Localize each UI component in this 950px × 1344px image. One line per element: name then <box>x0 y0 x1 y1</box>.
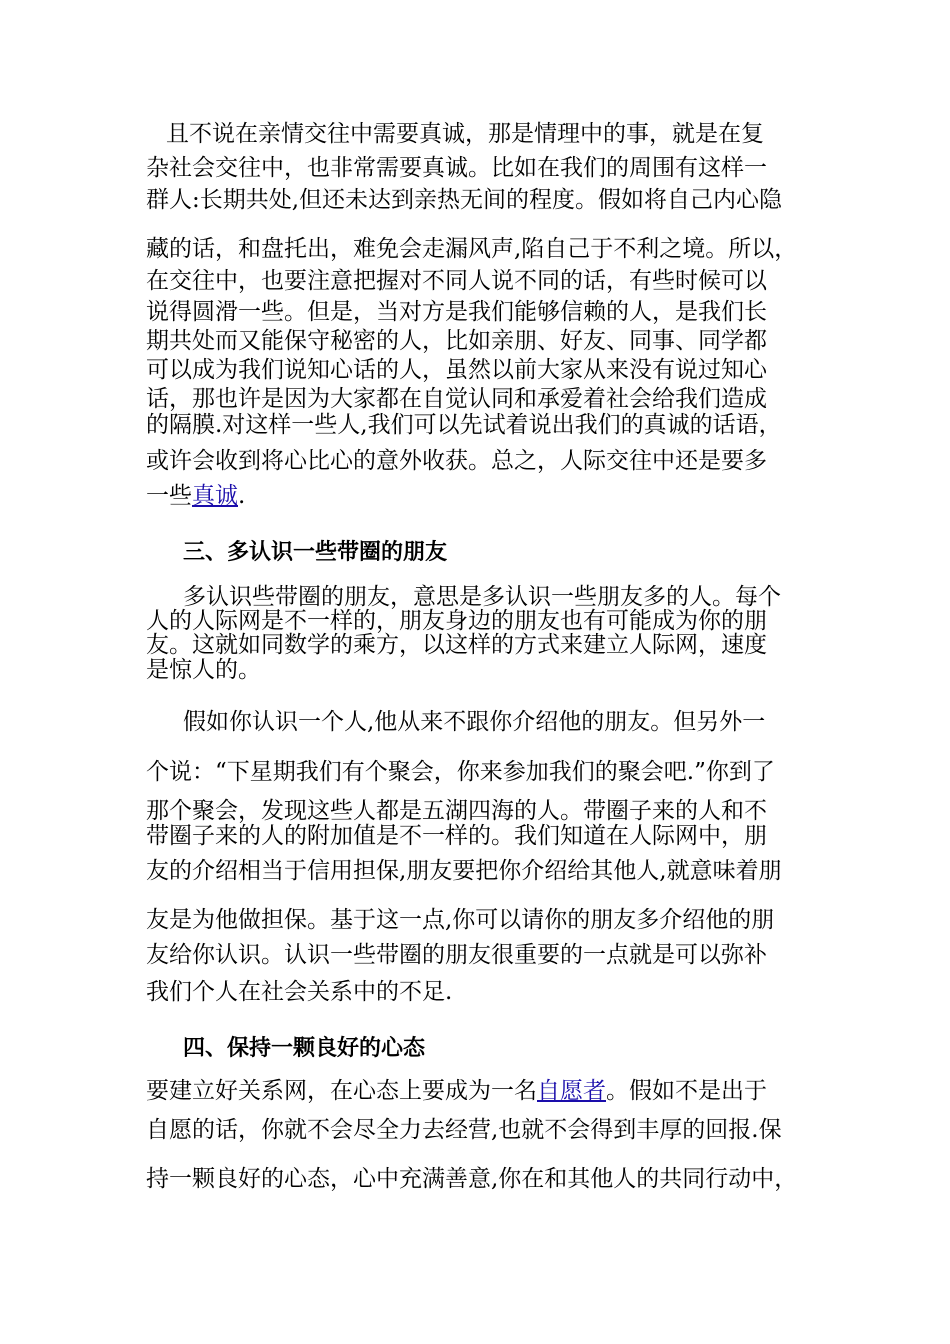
paragraph-line: 是惊人的。 <box>146 657 261 683</box>
paragraph-line: 群人:长期共处,但还未达到亲热无间的程度。假如将自己内心隐 <box>146 187 783 213</box>
paragraph-line: 友的介绍相当于信用担保,朋友要把你介绍给其他人,就意味着朋 <box>146 858 782 884</box>
paragraph-line: 藏的话，和盘托出，难免会走漏风声,陷自己于不利之境。所以， <box>146 236 798 262</box>
paragraph-line: 的隔膜.对这样一些人,我们可以先试着说出我们的真诚的话语， <box>146 412 782 438</box>
paragraph-line: 假如你认识一个人,他从来不跟你介绍他的朋友。但另外一 <box>183 709 766 735</box>
section-heading: 四、保持一颗良好的心态 <box>183 1036 426 1061</box>
paragraph-line: 自愿的话，你就不会尽全力去经营,也就不会得到丰厚的回报.保 <box>146 1117 782 1143</box>
paragraph-line: 话，那也许是因为大家都在自觉认同和承爱着社会给我们造成 <box>146 386 767 412</box>
paragraph-line <box>146 481 816 511</box>
volunteer-link[interactable]: 自愿者 <box>537 1078 606 1104</box>
paragraph-line: 我们个人在社会关系中的不足. <box>146 979 453 1005</box>
paragraph-line: 杂社会交往中，也非常需要真诚。比如在我们的周围有这样一 <box>146 155 767 181</box>
paragraph-line <box>146 1076 816 1106</box>
text-run: . <box>238 483 246 509</box>
paragraph-line: 那个聚会，发现这些人都是五湖四海的人。带圈子来的人和不 <box>146 798 767 824</box>
paragraph-line: 友是为他做担保。基于这一点,你可以请你的朋友多介绍他的朋 <box>146 907 775 933</box>
paragraph-line: 多认识些带圈的朋友，意思是多认识一些朋友多的人。每个 <box>183 584 781 610</box>
paragraph-line: 且不说在亲情交往中需要真诚，那是情理中的事，就是在复 <box>166 121 764 147</box>
text-run: 。假如不是出于 <box>606 1078 767 1104</box>
text-run: 一些 <box>146 483 192 509</box>
paragraph-line: 友给你认识。认识一些带圈的朋友很重要的一点就是可以弥补 <box>146 942 767 968</box>
paragraph-line: 个说：“下星期我们有个聚会，你来参加我们的聚会吧.”你到了 <box>146 759 775 785</box>
text-run: 要建立好关系网，在心态上要成为一名 <box>146 1078 537 1104</box>
paragraph-line: 期共处而又能保守秘密的人，比如亲朋、好友、同事、同学都 <box>146 328 767 354</box>
paragraph-line: 人的人际网是不一样的，朋友身边的朋友也有可能成为你的朋 <box>146 608 767 634</box>
paragraph-line: 在交往中，也要注意把握对不同人说不同的话，有些时候可以 <box>146 268 767 294</box>
sincerity-link[interactable]: 真诚 <box>192 483 238 509</box>
paragraph-line: 说得圆滑一些。但是，当对方是我们能够信赖的人，是我们长 <box>146 299 767 325</box>
paragraph-line: 可以成为我们说知心话的人，虽然以前大家从来没有说过知心 <box>146 357 767 383</box>
paragraph-line: 带圈子来的人的附加值是不一样的。我们知道在人际网中，朋 <box>146 823 767 849</box>
paragraph-line: 持一颗良好的心态，心中充满善意,你在和其他人的共同行动中， <box>146 1166 798 1192</box>
paragraph-line: 友。这就如同数学的乘方，以这样的方式来建立人际网，速度 <box>146 632 767 658</box>
paragraph-line: 或许会收到将心比心的意外收获。总之，人际交往中还是要多 <box>146 448 767 474</box>
section-heading: 三、多认识一些带圈的朋友 <box>183 540 448 565</box>
